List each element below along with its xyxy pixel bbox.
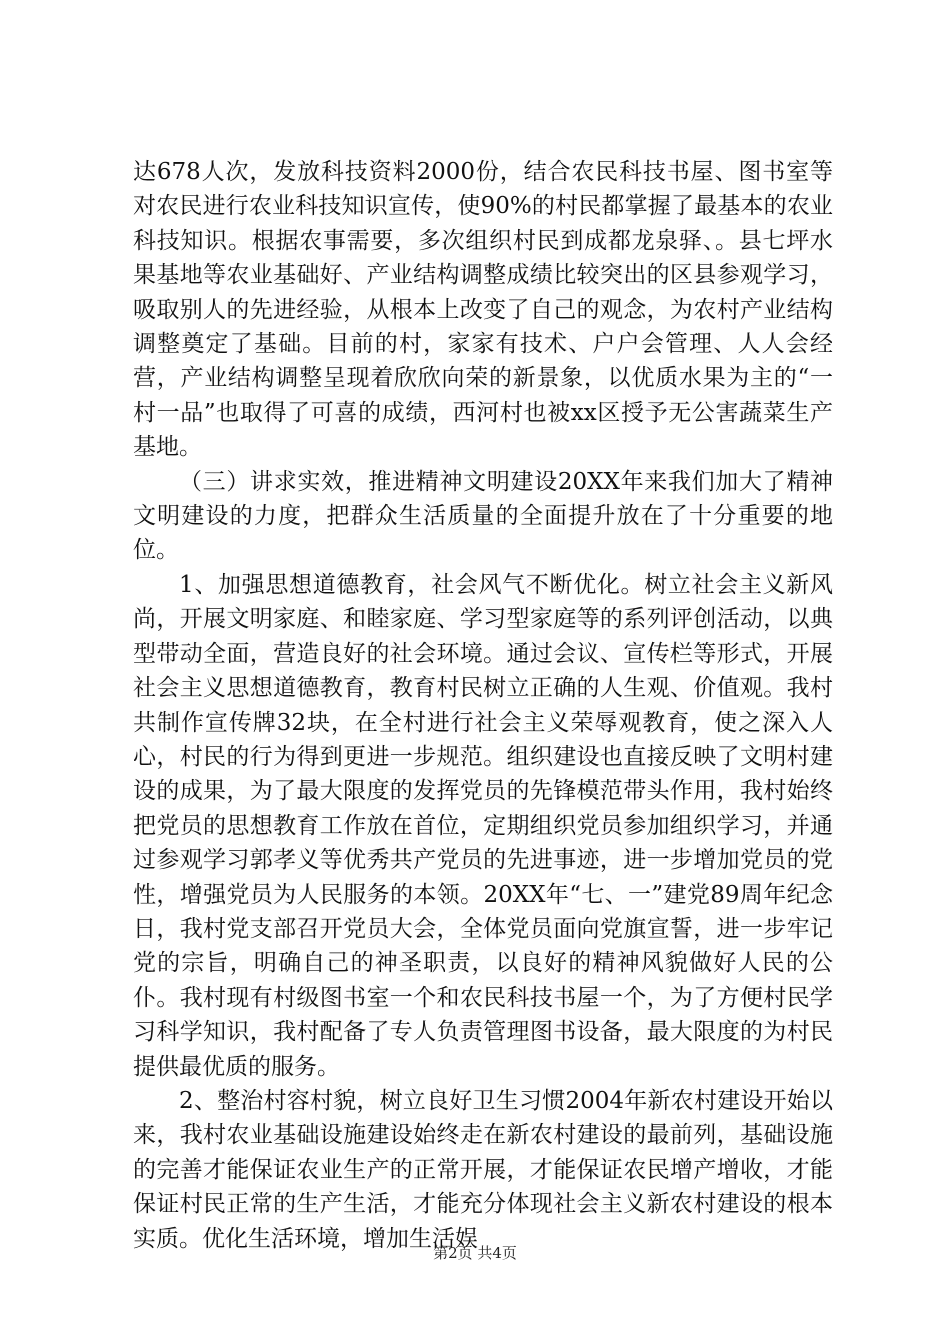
page-footer: 第2页 共4页 (433, 1244, 517, 1262)
paragraph-4: 2、整治村容村貌，树立良好卫生习惯2004年新农村建设开始以来，我村农业基础设施建设始终走在新农村建设的最前列，基础设施的完善才能保证农业生产的正常开展，才能保证农民增产增收，才能保证村民正常的生产生活，才能充分体现社会主义新农村建设的根本实质。优化生活环境，增加生活娱 (133, 1087, 833, 1252)
paragraph-2: （三）讲求实效，推进精神文明建设20XX年来我们加大了精神文明建设的力度，把群众生活质量的全面提升放在了十分重要的地位。 (133, 468, 833, 564)
document-body (133, 155, 833, 1256)
paragraph-1: 达678人次，发放科技资料2000份，结合农民科技书屋、图书室等对农民进行农业科技知识宣传，使90%的村民都掌握了最基本的农业科技知识。根据农事需要，多次组织村民到成都龙泉驿、。县七坪水果基地等农业基础好、产业结构调整成绩比较突出的区县参观学习，吸取别人的先进经验，从根本上改变了自己的观念，为农村产业结构调整奠定了基础。目前的村，家家有技术、户户会管理、人人会经营，产业结构调整呈现着欣欣向荣的新景象，以优质水果为主的“一村一品”也取得了可喜的成绩，西河村也被xx区授予无公害蔬菜生产基地。 (133, 159, 833, 461)
paragraph-3: 1、加强思想道德教育，社会风气不断优化。树立社会主义新风尚，开展文明家庭、和睦家庭、学习型家庭等的系列评创活动，以典型带动全面，营造良好的社会环境。通过会议、宣传栏等形式，开展社会主义思想道德教育，教育村民树立正确的人生观、价值观。我村共制作宣传牌32块，在全村进行社会主义荣辱观教育，使之深入人心，村民的行为得到更进一步规范。组织建设也直接反映了文明村建设的成果，为了最大限度的发挥党员的先锋模范带头作用，我村始终把党员的思想教育工作放在首位，定期组织党员参加组织学习，并通过参观学习郭孝义等优秀共产党员的先进事迹，进一步增加党员的党性，增强党员为人民服务的本领。20XX年“七、一”建党89周年纪念日，我村党支部召开党员大会，全体党员面向党旗宣誓，进一步牢记党的宗旨，明确自己的神圣职责，以良好的精神风貌做好人民的公仆。我村现有村级图书室一个和农民科技书屋一个，为了方便村民学习科学知识，我村配备了专人负责管理图书设备，最大限度的为村民提供最优质的服务。 (133, 571, 833, 1080)
